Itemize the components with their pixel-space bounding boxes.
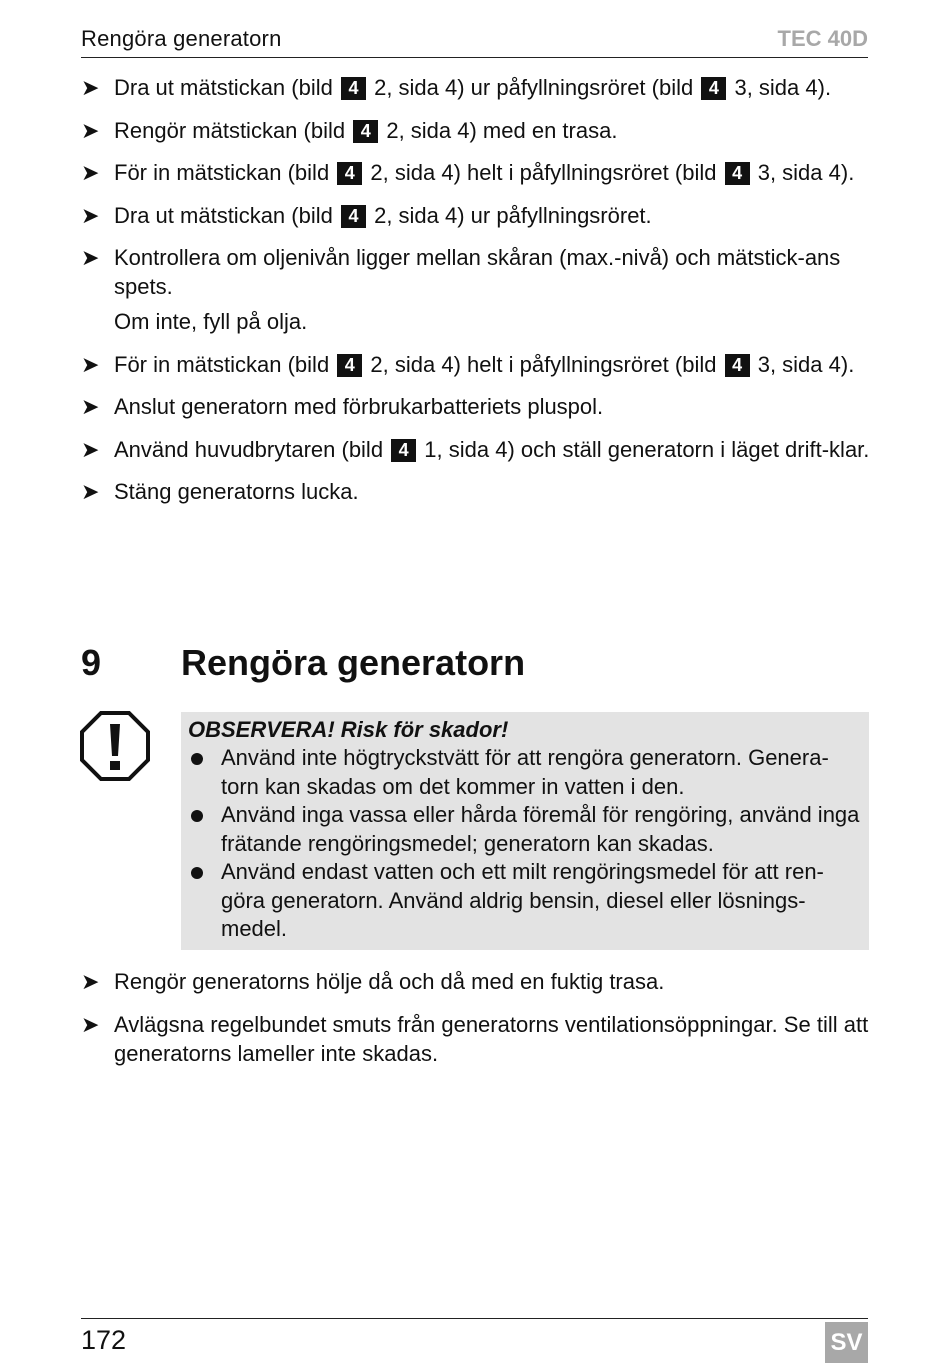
figure-ref-badge: 4 xyxy=(725,354,750,377)
step-text-segment: 3, sida 4). xyxy=(751,160,855,185)
step-text-segment: 3, sida 4). xyxy=(751,351,855,377)
figure-ref-badge: 4 xyxy=(337,354,362,377)
step-text xyxy=(114,158,871,187)
arrow-bullet-icon: ➤ xyxy=(81,202,100,228)
warning-list xyxy=(188,744,863,944)
instruction-step xyxy=(81,243,871,336)
page-header xyxy=(81,24,868,58)
step-text-segment: 2, sida 4) ur påfyllningsröret. xyxy=(367,202,652,228)
step-text-segment: Använd huvudbrytaren (bild xyxy=(114,436,390,462)
step-text xyxy=(114,73,871,102)
step-text xyxy=(114,435,871,464)
warning-item xyxy=(188,801,863,858)
step-text xyxy=(114,477,871,506)
arrow-bullet-icon: ➤ xyxy=(81,394,100,419)
cleaning-steps xyxy=(81,967,871,1081)
bullet-dot-icon xyxy=(191,867,203,879)
arrow-bullet-icon: ➤ xyxy=(81,351,100,377)
section-number: 9 xyxy=(81,642,102,683)
step-text-segment: Rengör mätstickan (bild xyxy=(114,117,352,143)
warning-item-text: Använd endast vatten och ett milt rengöringsmedel för att ren-göra generatorn. Använd aldrig bensin, diesel eller lösnings-medel. xyxy=(221,859,824,941)
step-text-segment: För in mätstickan (bild xyxy=(114,160,336,185)
arrow-bullet-icon: ➤ xyxy=(81,969,100,994)
page-footer xyxy=(81,1318,868,1363)
step-text-segment: 2, sida 4) ur påfyllningsröret (bild xyxy=(367,75,700,100)
step-text-segment: För in mätstickan (bild xyxy=(114,351,336,377)
page-number: 172 xyxy=(81,1325,127,1355)
warning-item-text: Använd inte högtryckstvätt för att rengöra generatorn. Genera-torn kan skadas om det kommer in vatten i den. xyxy=(221,745,829,799)
step-text-segment: Anslut generatorn med förbrukarbatteriets pluspol. xyxy=(114,394,604,419)
arrow-bullet-icon: ➤ xyxy=(81,117,100,143)
instruction-step xyxy=(81,116,871,145)
step-text-segment: Dra ut mätstickan (bild xyxy=(114,202,339,228)
language-badge: SV xyxy=(825,1322,868,1363)
step-text xyxy=(114,243,871,301)
step-text-segment: 2, sida 4) med en trasa. xyxy=(380,117,618,143)
instruction-step xyxy=(81,350,871,379)
header-model: TEC 40D xyxy=(777,26,868,51)
step-text: Avlägsna regelbundet smuts från generatorns ventilationsöppningar. Se till att generatorns lameller inte skadas. xyxy=(114,1011,869,1066)
arrow-bullet-icon: ➤ xyxy=(81,1011,100,1037)
figure-ref-badge: 4 xyxy=(337,162,362,185)
instruction-step xyxy=(81,967,871,996)
arrow-bullet-icon: ➤ xyxy=(81,436,100,462)
step-text xyxy=(114,350,871,379)
instruction-step xyxy=(81,73,871,102)
warning-box xyxy=(181,712,869,950)
instruction-step xyxy=(81,201,871,230)
figure-ref-badge: 4 xyxy=(353,120,378,143)
instruction-step xyxy=(81,158,871,187)
warning-title: OBSERVERA! Risk för skador! xyxy=(188,717,509,742)
instruction-step xyxy=(81,435,871,464)
step-text xyxy=(114,116,871,145)
step-text-segment: 3, sida 4). xyxy=(728,75,832,100)
instruction-step xyxy=(81,477,871,506)
figure-ref-badge: 4 xyxy=(701,77,726,100)
warning-item xyxy=(188,744,863,801)
step-text-segment: 2, sida 4) helt i påfyllningsröret (bild xyxy=(364,160,723,185)
step-text-segment: Stäng generatorns lucka. xyxy=(114,479,359,504)
header-title: Rengöra generatorn xyxy=(81,26,282,51)
figure-ref-badge: 4 xyxy=(725,162,750,185)
instruction-steps xyxy=(81,73,871,520)
arrow-bullet-icon: ➤ xyxy=(81,245,100,270)
step-text xyxy=(114,201,871,230)
section-title: Rengöra generatorn xyxy=(181,642,526,683)
step-text-segment: Dra ut mätstickan (bild xyxy=(114,75,339,100)
figure-ref-badge: 4 xyxy=(341,77,366,100)
arrow-bullet-icon: ➤ xyxy=(81,75,100,100)
bullet-dot-icon xyxy=(191,810,203,822)
step-note: Om inte, fyll på olja. xyxy=(114,309,308,334)
figure-ref-badge: 4 xyxy=(391,439,416,462)
step-text xyxy=(114,392,871,421)
step-text-segment: 2, sida 4) helt i påfyllningsröret (bild xyxy=(364,351,723,377)
step-text-segment: Kontrollera om oljenivån ligger mellan skåran (max.-nivå) och mätstick-ans spets. xyxy=(114,245,841,299)
arrow-bullet-icon: ➤ xyxy=(81,479,100,504)
figure-ref-badge: 4 xyxy=(341,205,366,228)
bullet-dot-icon xyxy=(191,753,203,765)
instruction-step xyxy=(81,1010,871,1068)
arrow-bullet-icon: ➤ xyxy=(81,160,100,185)
instruction-step xyxy=(81,392,871,421)
step-text-segment: 1, sida 4) och ställ generatorn i läget drift-klar. xyxy=(418,436,870,462)
warning-octagon-icon xyxy=(79,710,151,782)
step-text: Rengör generatorns hölje då och då med en fuktig trasa. xyxy=(114,969,665,994)
warning-item xyxy=(188,858,863,944)
warning-item-text: Använd inga vassa eller hårda föremål för rengöring, använd inga frätande rengöringsmedel; generatorn kan skadas. xyxy=(221,802,860,856)
